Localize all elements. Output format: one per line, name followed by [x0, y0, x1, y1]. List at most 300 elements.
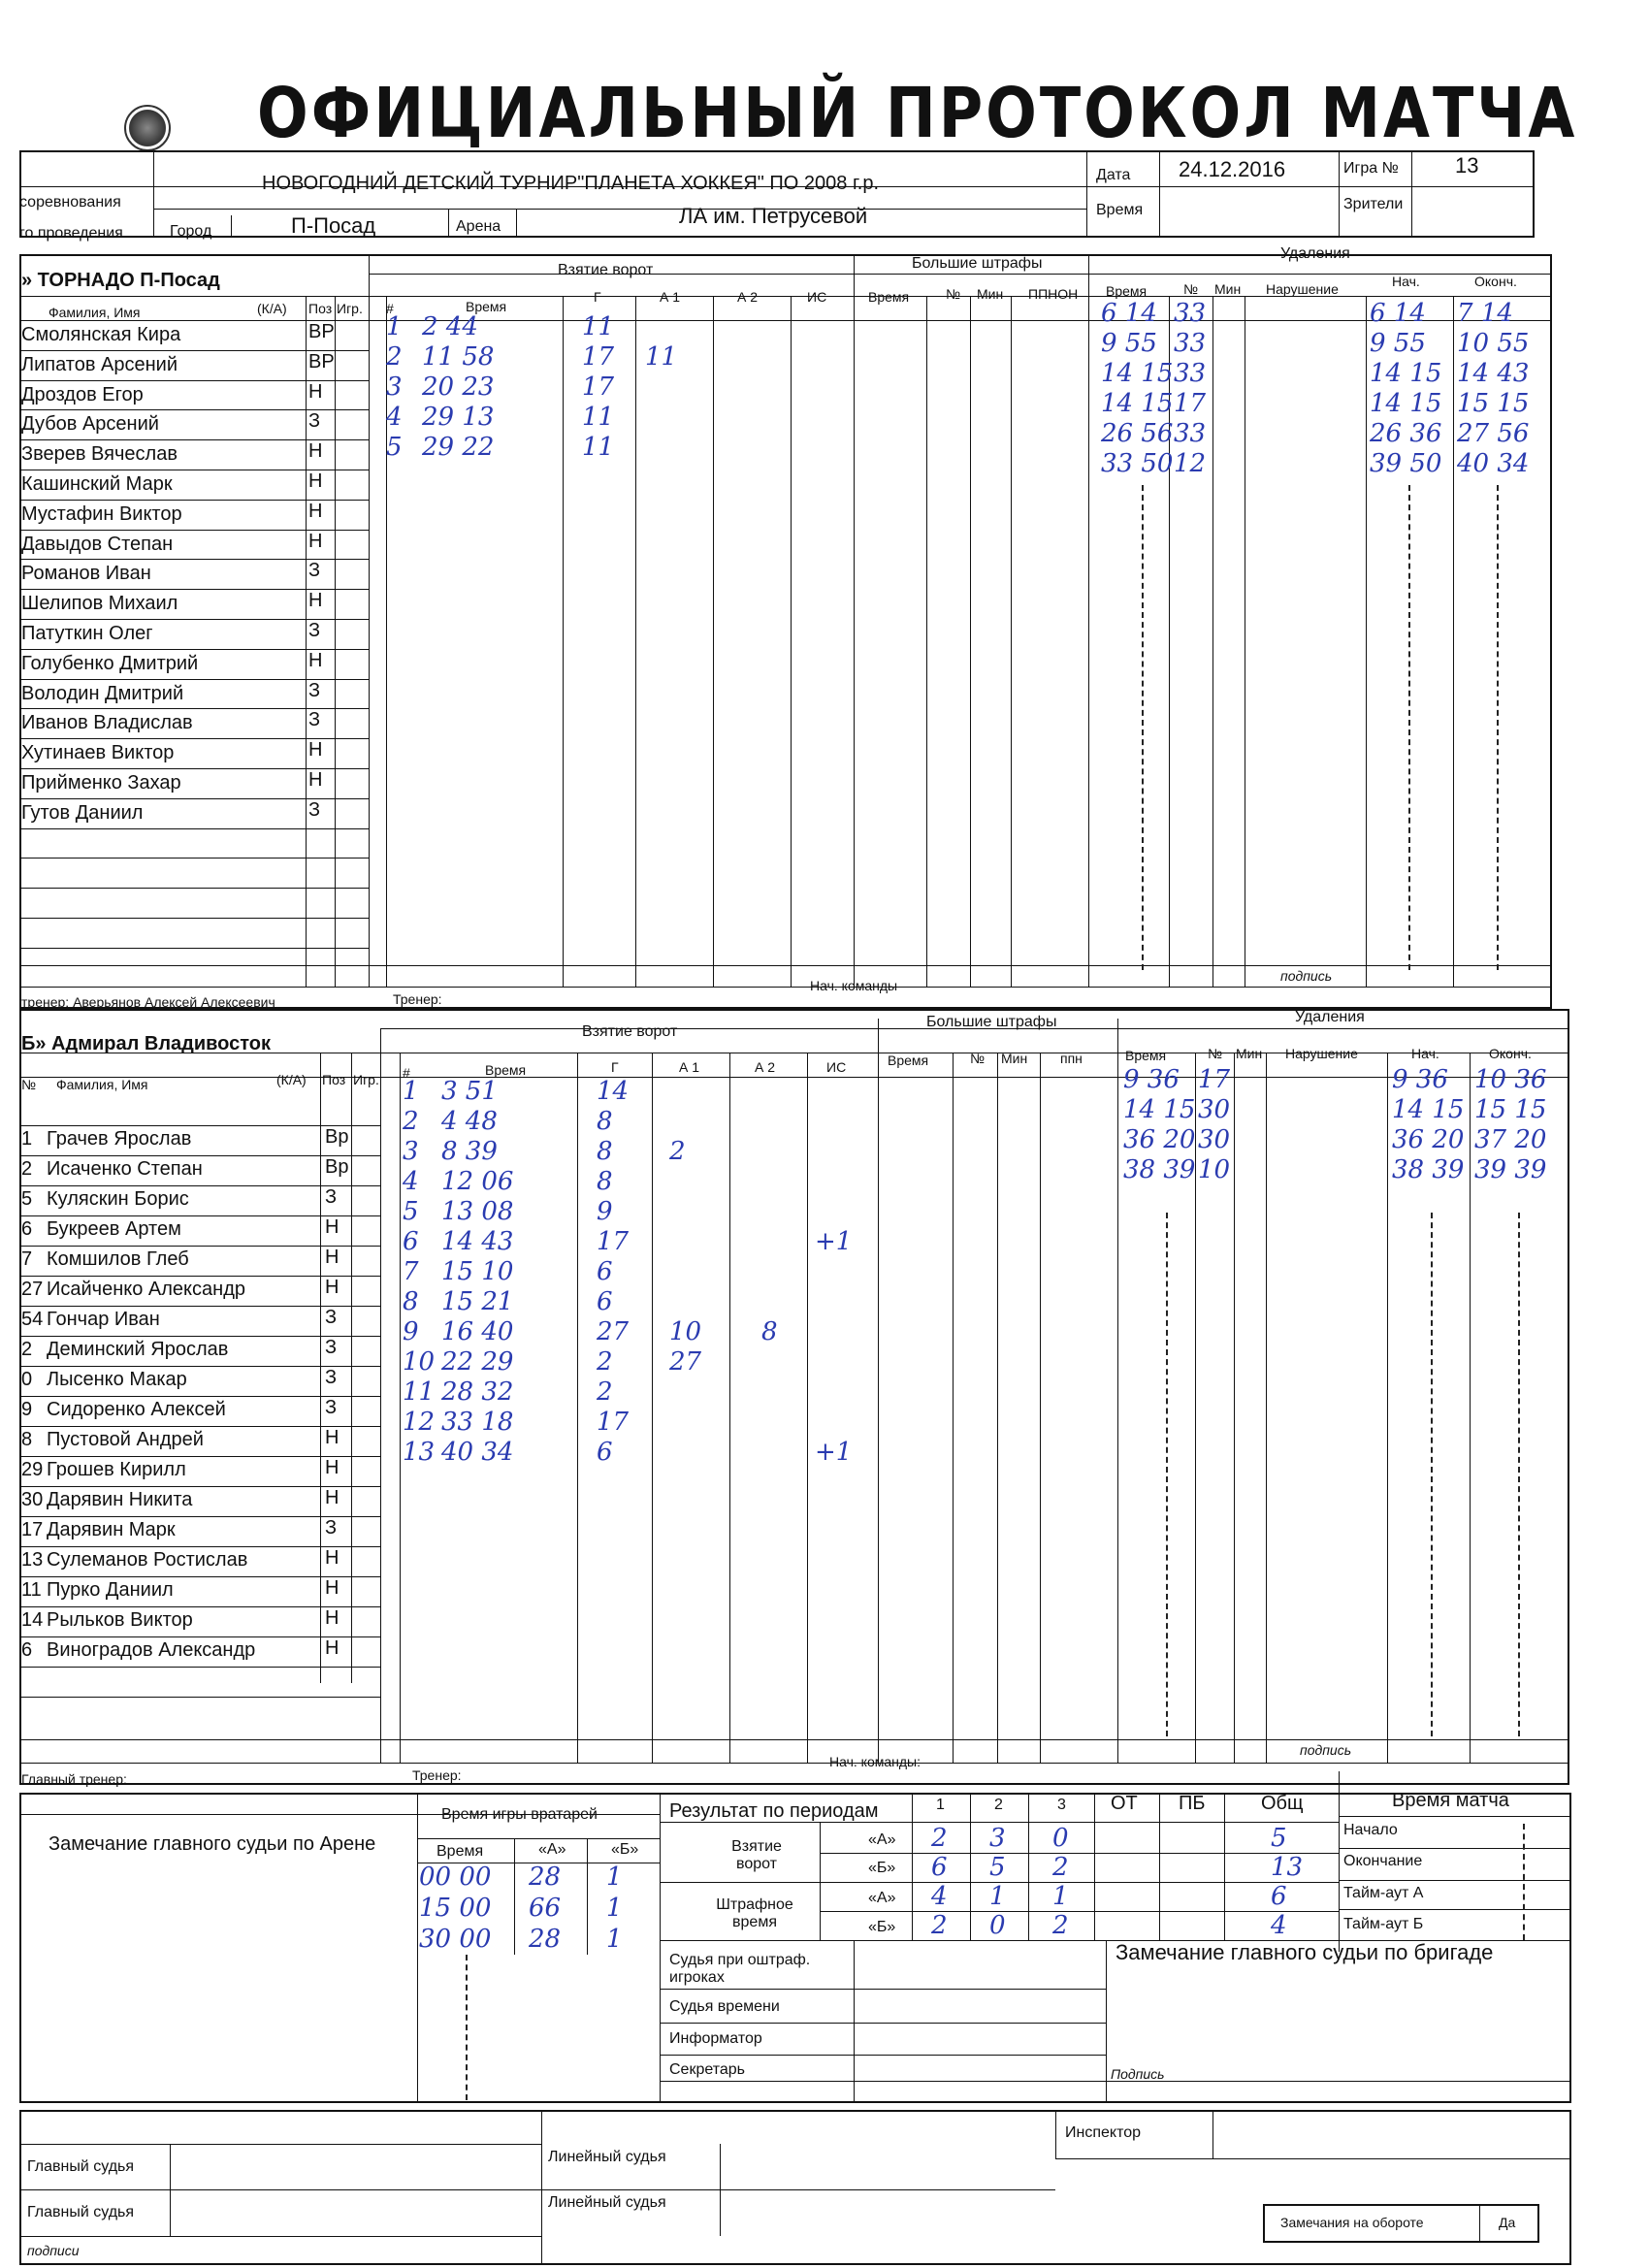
player-name: Дубов Арсений [21, 413, 159, 436]
col-pen-time: Время [1106, 283, 1148, 299]
row-line [19, 948, 369, 949]
period-value: 1 [989, 1882, 1006, 1911]
penalty-time: 36 20 [1123, 1125, 1196, 1154]
col-b-pos: Поз [322, 1072, 346, 1087]
col-b-major-min: Мин [1001, 1051, 1028, 1066]
goal-time: 11 58 [422, 342, 495, 372]
goal-number: 8 [403, 1287, 419, 1316]
penalty-start: 14 15 [1370, 389, 1442, 418]
match-start: Начало [1343, 1822, 1398, 1838]
goal-time: 8 39 [441, 1137, 498, 1166]
col-a1: А 1 [660, 289, 681, 305]
period-value: 2 [931, 1824, 948, 1853]
player-position: Н [325, 1607, 340, 1629]
goal-assist1: 10 [669, 1317, 702, 1346]
player-name: Гутов Даниил [21, 801, 144, 824]
period-value: 6 [931, 1853, 948, 1882]
row-line [19, 1697, 380, 1698]
goal-scorer: 11 [582, 403, 615, 432]
period-total: Общ [1261, 1793, 1304, 1814]
penalty-start: 14 15 [1370, 359, 1442, 388]
signatures-label: подписи [27, 2243, 80, 2258]
goal-situation: +1 [815, 1438, 853, 1467]
col-b-end: Оконч. [1489, 1046, 1532, 1061]
goal-number: 9 [403, 1317, 419, 1346]
penalty-start: 38 39 [1392, 1155, 1465, 1184]
row-line [19, 918, 369, 919]
goal-scorer: 17 [597, 1227, 630, 1256]
time-label: Время [1096, 202, 1144, 218]
goal-assist1: 11 [645, 342, 678, 372]
player-name: Иванов Владислав [21, 712, 193, 734]
player-position: Н [325, 1577, 340, 1599]
goalie-b: 1 [606, 1925, 623, 1954]
team-b-name: Б» Адмирал Владивосток [21, 1033, 272, 1054]
player-number: 0 [21, 1369, 33, 1390]
goal-scorer: 2 [597, 1347, 613, 1377]
col-start: Нач. [1392, 274, 1420, 289]
remarks-yes: Да [1499, 2215, 1516, 2230]
goal-assist1: 27 [669, 1347, 702, 1377]
goal-time: 29 22 [422, 433, 495, 462]
player-position: З [308, 560, 321, 582]
penalty-end: 39 39 [1474, 1155, 1547, 1184]
team-b-coach: Тренер: [412, 1767, 462, 1783]
col-ka: (К/А) [257, 301, 287, 316]
col-b-g: Г [611, 1059, 619, 1075]
col-igr: Игр. [337, 301, 363, 316]
goal-time: 13 08 [441, 1197, 514, 1226]
brigade-remark: Замечание главного судьи по бригаде [1116, 1940, 1494, 1964]
goal-scorer: 11 [582, 312, 615, 341]
goal-scorer: 8 [597, 1167, 613, 1196]
player-name: Зверев Вячеслав [21, 443, 178, 466]
team-a-captain: Нач. команды [810, 978, 898, 993]
penalty-end: 40 34 [1457, 449, 1530, 478]
col-b-a2: А 2 [755, 1059, 776, 1075]
team-a-signature: подпись [1280, 968, 1333, 984]
team-b-goals-header: Взятие ворот [582, 1023, 678, 1040]
player-number: 9 [21, 1399, 33, 1420]
player-position: Н [308, 500, 323, 522]
period-value: 2 [1052, 1853, 1069, 1882]
period-value: 0 [989, 1911, 1006, 1940]
col-b-major-no: № [970, 1051, 986, 1066]
player-position: Н [308, 739, 323, 761]
spectators-label: Зрители [1343, 196, 1404, 212]
goal-number: 5 [403, 1197, 419, 1226]
period-value: 2 [1052, 1911, 1069, 1940]
penalty-time: 6 14 [1101, 299, 1157, 328]
penalty-player: 33 [1174, 299, 1207, 328]
player-position: Н [308, 530, 323, 552]
goal-number: 4 [386, 403, 403, 432]
goal-number: 1 [403, 1077, 419, 1106]
penalty-end: 10 36 [1474, 1065, 1547, 1094]
goal-time: 16 40 [441, 1317, 514, 1346]
player-name: Сидоренко Алексей [47, 1399, 226, 1420]
row-line [19, 1667, 380, 1668]
player-position: З [308, 620, 321, 641]
goal-scorer: 17 [597, 1408, 630, 1437]
penalty-start: 6 14 [1370, 299, 1426, 328]
col-b-igr: Игр. [353, 1072, 379, 1087]
player-position: З [308, 798, 321, 821]
secretary: Секретарь [669, 2061, 745, 2078]
col-b-pen-time: Время [1125, 1048, 1167, 1063]
penalty-row-label: Штрафное время [716, 1896, 793, 1930]
player-name: Володин Дмитрий [21, 682, 184, 704]
goal-time: 22 29 [441, 1347, 514, 1377]
game-number: 13 [1455, 153, 1479, 178]
goal-scorer: 17 [582, 342, 615, 372]
player-name: Патуткин Олег [21, 623, 153, 644]
player-name: Куляскин Борис [47, 1188, 189, 1210]
player-name: Пустовой Андрей [47, 1429, 204, 1450]
goal-scorer: 2 [597, 1377, 613, 1407]
main-judge-2: Главный судья [27, 2204, 135, 2220]
goal-scorer: 9 [597, 1197, 613, 1226]
col-b-major-time: Время [888, 1053, 929, 1068]
penalty-start: 39 50 [1370, 449, 1442, 478]
player-name: Романов Иван [21, 563, 151, 585]
goalie-time: 15 00 [419, 1894, 492, 1923]
penalty-end: 14 43 [1457, 359, 1530, 388]
penalty-end: 10 55 [1457, 329, 1530, 358]
goalie-col-a: «А» [538, 1841, 566, 1858]
col-a2: А 2 [737, 289, 759, 305]
player-number: 7 [21, 1248, 33, 1270]
player-position: Н [325, 1427, 340, 1448]
col-b-name: Фамилия, Имя [56, 1077, 148, 1092]
player-name: Грачев Ярослав [47, 1128, 192, 1150]
col-ppnon: ППНОН [1028, 286, 1079, 302]
player-name: Грошев Кирилл [47, 1459, 186, 1480]
player-position: Н [308, 440, 323, 463]
goalie-b: 1 [606, 1894, 623, 1923]
period-value: 1 [1052, 1882, 1069, 1911]
period-value: 0 [1052, 1824, 1069, 1853]
player-number: 2 [21, 1339, 33, 1360]
penalty-start: 26 36 [1370, 419, 1442, 448]
period-1: 1 [936, 1797, 945, 1813]
goal-time: 4 48 [441, 1107, 498, 1136]
goal-time: 15 21 [441, 1287, 514, 1316]
match-end: Окончание [1343, 1853, 1423, 1869]
col-major-time: Время [868, 289, 910, 305]
penalty-time: 9 55 [1101, 329, 1157, 358]
penalty-time: 14 15 [1101, 389, 1174, 418]
team-b-penalties-header: Удаления [1295, 1009, 1365, 1025]
player-position: Н [325, 1216, 340, 1238]
goal-number: 10 [403, 1347, 436, 1377]
col-b-start: Нач. [1411, 1046, 1439, 1061]
player-position: Н [308, 380, 323, 403]
player-position: З [325, 1397, 338, 1418]
goal-time: 2 44 [422, 312, 478, 341]
page-title: ОФИЦИАЛЬНЫЙ ПРОТОКОЛ МАТЧА [257, 72, 1578, 154]
goals-b-mark: «Б» [868, 1860, 896, 1876]
player-number: 14 [21, 1609, 44, 1631]
competition-name: НОВОГОДНИЙ ДЕТСКИЙ ТУРНИР"ПЛАНЕТА ХОККЕЯ" ПО 2008 г.р. [262, 173, 880, 194]
col-pos: Поз [308, 301, 333, 316]
player-name: Комшилов Глеб [47, 1248, 189, 1270]
player-position: З [325, 1186, 338, 1208]
penalty-time: 14 15 [1123, 1095, 1196, 1124]
team-a-penalties-header: Удаления [1280, 245, 1350, 262]
player-number: 8 [21, 1429, 33, 1450]
player-name: Лысенко Макар [47, 1369, 187, 1390]
player-name: Дарявин Марк [47, 1519, 176, 1540]
player-number: 13 [21, 1549, 44, 1571]
team-b-captain: Нач. команды: [829, 1754, 921, 1769]
penalty-end: 15 15 [1457, 389, 1530, 418]
penalty-end: 7 14 [1457, 299, 1513, 328]
player-position: Вр [325, 1156, 349, 1178]
col-is: ИС [807, 289, 827, 305]
goal-assist1: 2 [669, 1137, 686, 1166]
player-name: Рыльков Виктор [47, 1609, 193, 1631]
period-value: 2 [931, 1911, 948, 1940]
col-b-a1: А 1 [679, 1059, 700, 1075]
goal-time: 29 13 [422, 403, 495, 432]
penalty-player: 30 [1198, 1125, 1231, 1154]
goals-a-mark: «А» [868, 1831, 896, 1848]
col-b-pen-no: № [1208, 1046, 1223, 1061]
team-a-coach: Тренер: [393, 991, 442, 1007]
col-violation: Нарушение [1266, 281, 1339, 297]
goalie-b: 1 [606, 1863, 623, 1892]
col-b-ppn: ппн [1060, 1051, 1083, 1066]
col-major-min: Мин [977, 286, 1004, 302]
player-name: Исайченко Александр [47, 1279, 245, 1300]
penalty-end: 27 56 [1457, 419, 1530, 448]
period-3: 3 [1057, 1797, 1066, 1813]
goal-number: 6 [403, 1227, 419, 1256]
player-name: Пурко Даниил [47, 1579, 174, 1601]
col-time: Время [466, 299, 507, 314]
timeout-b: Тайм-аут Б [1343, 1916, 1424, 1932]
player-position: Н [325, 1487, 340, 1508]
player-position: З [325, 1367, 338, 1388]
penalty-player: 10 [1198, 1155, 1231, 1184]
goalie-a: 28 [529, 1925, 562, 1954]
col-b-ka: (К/А) [276, 1072, 307, 1087]
team-b-head-coach: Главный тренер: [21, 1771, 127, 1787]
player-name: Исаченко Степан [47, 1158, 203, 1180]
team-a-name: » ТОРНАДО П-Посад [21, 270, 220, 291]
goal-number: 12 [403, 1408, 436, 1437]
player-name: Дарявин Никита [47, 1489, 193, 1510]
goal-scorer: 27 [597, 1317, 630, 1346]
goals-row-label: Взятие ворот [731, 1838, 782, 1872]
goal-time: 12 06 [441, 1167, 514, 1196]
goal-scorer: 14 [597, 1077, 630, 1106]
arena-value: ЛА им. Петрусевой [679, 204, 868, 228]
period-total-value: 6 [1271, 1882, 1287, 1911]
goalie-time: 00 00 [419, 1863, 492, 1892]
team-a-goals-header: Взятие ворот [558, 262, 654, 278]
player-name: Гончар Иван [47, 1309, 160, 1330]
col-name: Фамилия, Имя [48, 305, 141, 320]
venue-label: го проведения [19, 225, 123, 242]
tournament-logo [124, 105, 171, 151]
player-position: Н [308, 769, 323, 791]
player-number: 29 [21, 1459, 44, 1480]
arena-label: Арена [456, 218, 501, 235]
goal-number: 4 [403, 1167, 419, 1196]
penalty-time: 33 50 [1101, 449, 1174, 478]
penalty-start: 14 15 [1392, 1095, 1465, 1124]
penalty-time: 9 36 [1123, 1065, 1180, 1094]
player-name: Прийменко Захар [21, 772, 181, 794]
player-name: Давыдов Степан [21, 533, 174, 555]
period-2: 2 [994, 1797, 1003, 1813]
player-position: З [308, 709, 321, 731]
player-number: 6 [21, 1639, 33, 1661]
goal-number: 5 [386, 433, 403, 462]
goal-number: 2 [386, 342, 403, 372]
player-name: Смолянская Кира [21, 324, 181, 345]
brigade-signature: Подпись [1111, 2066, 1165, 2082]
player-name: Голубенко Дмитрий [21, 652, 199, 674]
row-line [19, 858, 369, 859]
player-position: З [325, 1307, 338, 1328]
goal-time: 28 32 [441, 1377, 514, 1407]
row-line [19, 888, 369, 889]
col-end: Оконч. [1474, 274, 1517, 289]
team-b-signature: подпись [1300, 1742, 1352, 1758]
goal-number: 7 [403, 1257, 419, 1286]
player-number: 11 [21, 1579, 42, 1601]
player-position: Н [325, 1457, 340, 1478]
goal-scorer: 11 [582, 433, 615, 462]
goal-scorer: 6 [597, 1438, 613, 1467]
player-position: З [308, 410, 321, 433]
goal-number: 11 [403, 1377, 436, 1407]
goal-scorer: 8 [597, 1137, 613, 1166]
penalty-player: 33 [1174, 419, 1207, 448]
goalie-time-title: Время игры вратарей [441, 1806, 598, 1823]
goal-situation: +1 [815, 1227, 853, 1256]
player-name: Кашинский Марк [21, 473, 173, 495]
player-name: Виноградов Александр [47, 1639, 256, 1661]
player-position: Н [325, 1277, 340, 1298]
player-name: Хутинаев Виктор [21, 742, 175, 764]
penalty-time: 26 56 [1101, 419, 1174, 448]
player-number: 1 [21, 1128, 33, 1150]
col-b-time: Время [485, 1062, 527, 1078]
penalty-start: 9 36 [1392, 1065, 1448, 1094]
game-label: Игра № [1343, 160, 1399, 177]
player-position: З [308, 679, 321, 701]
team-b-major-header: Большие штрафы [926, 1014, 1057, 1030]
team-a-head-coach: тренер: Аверьянов Алексей Алексеевич [21, 994, 275, 1010]
penalty-player: 33 [1174, 329, 1207, 358]
goal-scorer: 6 [597, 1287, 613, 1316]
player-number: 27 [21, 1279, 44, 1300]
city-value: П-Посад [291, 213, 376, 238]
player-name: Букреев Артем [47, 1218, 181, 1240]
period-total-value: 5 [1271, 1824, 1287, 1853]
player-name: Дроздов Егор [21, 383, 144, 405]
period-value: 3 [989, 1824, 1006, 1853]
goal-assist2: 8 [761, 1317, 778, 1346]
player-name: Шелипов Михаил [21, 593, 178, 615]
player-number: 17 [21, 1519, 44, 1540]
penalty-start: 36 20 [1392, 1125, 1465, 1154]
player-number: 54 [21, 1309, 44, 1330]
col-b-is: ИС [826, 1059, 847, 1075]
penalty-end: 37 20 [1474, 1125, 1547, 1154]
col-major-no: № [946, 286, 961, 302]
match-time-title: Время матча [1392, 1790, 1509, 1811]
time-judge: Судья времени [669, 1998, 780, 2015]
penalty-player: 17 [1198, 1065, 1231, 1094]
period-pb: ПБ [1179, 1793, 1206, 1814]
goal-scorer: 17 [582, 373, 615, 402]
player-position: Н [308, 590, 323, 612]
player-position: Н [308, 470, 323, 492]
goal-number: 13 [403, 1438, 436, 1467]
col-g: Г [594, 289, 601, 305]
goalie-time: 30 00 [419, 1925, 492, 1954]
penalty-start: 9 55 [1370, 329, 1426, 358]
main-judge-1: Главный судья [27, 2158, 135, 2175]
goal-scorer: 6 [597, 1257, 613, 1286]
goal-number: 1 [386, 312, 403, 341]
player-position: ВР [308, 350, 335, 373]
col-num: # [386, 301, 394, 316]
period-ot: ОТ [1111, 1793, 1138, 1814]
arena-remark: Замечание главного судьи по Арене [48, 1833, 376, 1855]
period-total-value: 13 [1271, 1853, 1304, 1882]
player-name: Липатов Арсений [21, 353, 178, 375]
goal-number: 3 [403, 1137, 419, 1166]
col-b-no: № [21, 1077, 37, 1092]
goal-time: 15 10 [441, 1257, 514, 1286]
goal-number: 3 [386, 373, 403, 402]
timeout-a: Тайм-аут А [1343, 1885, 1424, 1901]
penalty-end: 15 15 [1474, 1095, 1547, 1124]
player-number: 30 [21, 1489, 44, 1510]
player-name: Сулеманов Ростислав [47, 1549, 248, 1571]
player-position: ВР [308, 321, 335, 342]
line-judge-1: Линейный судья [548, 2149, 666, 2165]
goalie-col-b: «Б» [611, 1841, 639, 1858]
goal-time: 3 51 [441, 1077, 498, 1106]
goal-time: 14 43 [441, 1227, 514, 1256]
col-pen-no: № [1183, 281, 1199, 297]
inspector: Инспектор [1065, 2124, 1142, 2141]
player-number: 6 [21, 1218, 33, 1240]
player-name: Мустафин Виктор [21, 502, 182, 525]
player-name: Деминский Ярослав [47, 1339, 229, 1360]
competition-label: соревнования [19, 194, 121, 211]
goal-time: 40 34 [441, 1438, 514, 1467]
team-a-block [19, 254, 1552, 1009]
col-b-num: # [403, 1065, 410, 1081]
date-value: 24.12.2016 [1179, 157, 1286, 181]
goalie-col-time: Время [436, 1843, 484, 1860]
player-position: Вр [325, 1126, 349, 1148]
pen-a-mark: «А» [868, 1890, 896, 1906]
goal-number: 2 [403, 1107, 419, 1136]
penalty-player: 33 [1174, 359, 1207, 388]
col-b-violation: Нарушение [1285, 1046, 1358, 1061]
team-a-major-header: Большие штрафы [912, 255, 1043, 272]
penalty-judge: Судья при оштраф. игроках [669, 1952, 811, 1986]
